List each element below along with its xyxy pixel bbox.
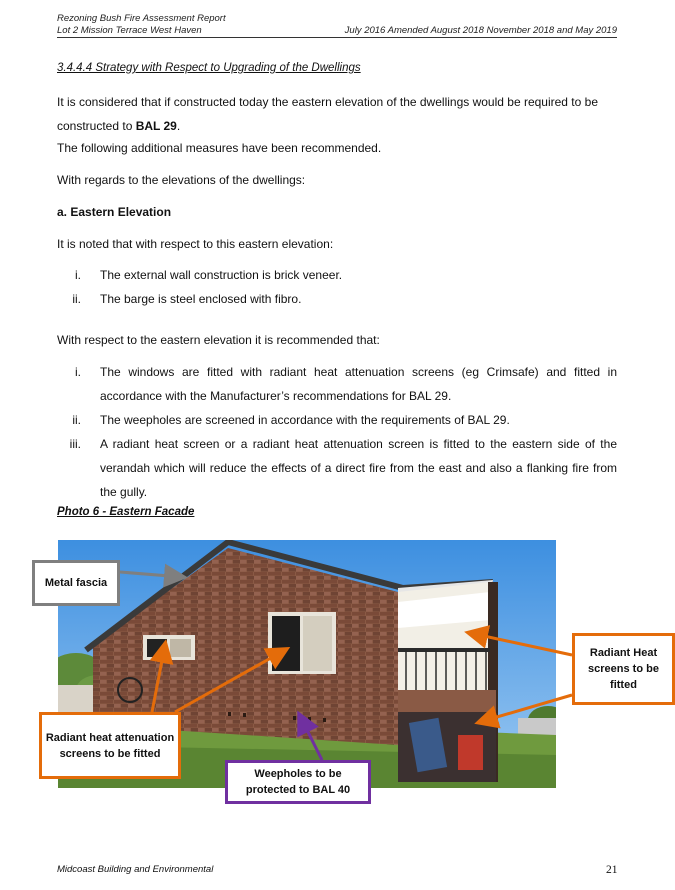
recommended-list [57,360,617,504]
list-number: iii. [69,437,81,451]
paragraph-elevations: With regards to the elevations of the dwellings: [57,173,306,187]
list-text: The barge is steel enclosed with fibro. [100,292,302,306]
header-line [57,25,617,38]
list-number: i. [75,365,81,379]
paragraph-noted: It is noted that with respect to this eastern elevation: [57,237,334,251]
report-site: Lot 2 Mission Terrace West Haven [57,25,202,36]
list-text: The windows are fitted with radiant heat attenuation screens (eg Crimsafe) and fitted in accordance with the Manufacturer’s recommendations for BAL 29. [100,365,617,403]
report-dates: July 2016 Amended August 2018 November 2018 and May 2019 [344,25,617,36]
paragraph-text: It is considered that if constructed today the eastern elevation of the dwellings would be required to be constructed to [57,95,598,133]
paragraph-recommended: With respect to the eastern elevation it is recommended that: [57,333,380,347]
callout-attenuation-screens: Radiant heat attenuation screens to be fitted [39,712,181,779]
paragraph-end: . [176,119,181,133]
callout-radiant-heat-screens: Radiant Heat screens to be fitted [572,633,675,705]
list-text: The external wall construction is brick veneer. [100,268,343,282]
list-number: ii. [72,413,81,427]
list-item [57,360,617,408]
list-item [57,408,617,432]
section-heading: 3.4.4.4 Strategy with Respect to Upgrading of the Dwellings [57,62,361,74]
list-item [57,263,617,287]
page-number: 21 [606,864,618,876]
callout-metal-fascia: Metal fascia [32,560,120,606]
paragraph-bal-requirement [57,90,617,138]
photo-caption: Photo 6 - Eastern Facade [57,506,195,518]
paragraph-additional-measures: The following additional measures have been recommended. [57,141,382,155]
list-text: A radiant heat screen or a radiant heat attenuation screen is fitted to the eastern side of the verandah which will reduce the effects of a direct fire from the east and also a flanking fire from the gully. [100,437,617,499]
list-item [57,287,617,311]
bal-rating: BAL 29 [135,119,177,133]
list-text: The weepholes are screened in accordance with the requirements of BAL 29. [100,413,510,427]
noted-list [57,263,617,311]
list-item [57,432,617,504]
list-number: ii. [72,292,81,306]
callout-weepholes: Weepholes to be protected to BAL 40 [225,760,371,804]
footer-company: Midcoast Building and Environmental [57,864,214,875]
list-number: i. [75,268,81,282]
report-title: Rezoning Bush Fire Assessment Report [57,13,226,24]
subheading-eastern-elevation: a. Eastern Elevation [57,205,172,219]
